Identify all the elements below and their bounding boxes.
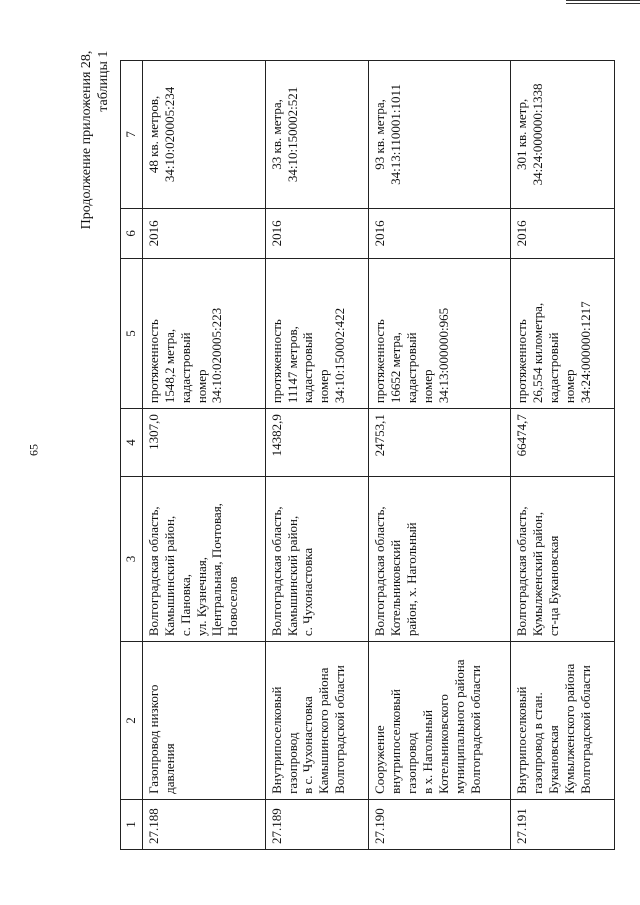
object-name-cell [369, 642, 511, 800]
object-name-line: газопровод [284, 732, 300, 794]
object-name-line: Букановская [545, 725, 561, 794]
amount-cell: 24753,1 [369, 409, 511, 477]
land-plot-line: 301 кв. метр, [514, 98, 530, 171]
column-header: 2 [121, 642, 143, 800]
year-cell: 2016 [369, 208, 511, 258]
column-header: 5 [121, 258, 143, 408]
object-name-line: давления [161, 743, 177, 794]
land-plot-line: 34:10:020005:234 [161, 86, 177, 183]
land-plot-line: 93 кв. метра, [372, 99, 388, 170]
row-number: 27.190 [369, 799, 511, 849]
object-name-line: в х. Нагольный [420, 709, 436, 794]
object-name-line: в с. Чухонастовка [300, 696, 316, 794]
characteristics-line: 34:13:000000:965 [435, 307, 451, 404]
address-line: Волгоградская область, [268, 506, 284, 637]
characteristics-cell [143, 258, 266, 408]
land-plot-line: 48 кв. метров, [146, 95, 161, 174]
land-plot-cell [143, 61, 266, 209]
object-name-line: Кумылженского района [561, 663, 577, 794]
characteristics-line: номер [561, 369, 577, 404]
row-number: 27.191 [511, 799, 615, 849]
address-line: ул. Кузнечная, [193, 556, 209, 637]
caption-line-1: Продолжение приложения 28, [79, 50, 95, 230]
characteristics-line: номер [316, 369, 332, 404]
land-plot-line: 34:10:150002:521 [284, 86, 300, 183]
address-line: с. Пановка, [177, 573, 193, 637]
characteristics-line: 34:10:150002:422 [332, 307, 348, 404]
land-plot-cell [265, 61, 369, 209]
table-row [143, 61, 266, 850]
address-line: Камышинский район, [284, 515, 300, 637]
row-number: 27.189 [265, 799, 369, 849]
address-line: Новоселов [225, 576, 241, 637]
characteristics-line: 34:24:000000:1217 [577, 301, 593, 404]
address-line: Кумылженский район, [530, 511, 546, 637]
address-line: район, х. Нагольный [404, 522, 420, 637]
characteristics-line: номер [420, 369, 436, 404]
characteristics-line: протяженность [514, 319, 530, 404]
table-row [511, 61, 615, 850]
land-plot-cell [369, 61, 511, 209]
column-header: 3 [121, 476, 143, 641]
characteristics-line: протяженность [146, 319, 161, 404]
header-row [121, 61, 143, 850]
object-name-line: Волгоградской области [332, 665, 348, 794]
characteristics-line: 1548,2 метра, [161, 328, 177, 404]
characteristics-line: 26,554 километра, [530, 302, 546, 404]
characteristics-line: номер [193, 369, 209, 404]
characteristics-line: протяженность [268, 319, 284, 404]
property-table [120, 60, 615, 850]
table-caption [79, 51, 113, 230]
address-line: Волгоградская область, [146, 506, 161, 637]
object-name-line: газопровод в стан. [530, 692, 546, 794]
object-name-line: Сооружение [372, 725, 388, 794]
object-name-cell [143, 642, 266, 800]
characteristics-cell [511, 258, 615, 408]
table-row [369, 61, 511, 850]
land-plot-cell [511, 61, 615, 209]
characteristics-cell [265, 258, 369, 408]
row-number: 27.188 [143, 799, 266, 849]
caption-line-2: таблицы 1 [96, 50, 111, 112]
object-name-line: муниципального района [451, 659, 467, 794]
land-plot-line: 34:24:000000:1338 [530, 83, 546, 186]
characteristics-line: кадастровый [300, 332, 316, 404]
column-header: 7 [121, 61, 143, 209]
amount-cell: 1307,0 [143, 409, 266, 477]
characteristics-cell [369, 258, 511, 408]
object-name-line: Внутрипоселковый [268, 686, 284, 794]
address-line: Волгоградская область, [372, 506, 388, 637]
address-cell [369, 476, 511, 641]
address-line: с. Чухонастовка [300, 547, 316, 637]
year-cell: 2016 [265, 208, 369, 258]
top-edge-marks [566, 0, 640, 4]
year-cell: 2016 [511, 208, 615, 258]
address-line: Камышинский район, [161, 515, 177, 637]
rotated-table-container [120, 60, 615, 850]
object-name-line: Газопровод низкого [146, 684, 161, 794]
address-cell [143, 476, 266, 641]
year-cell: 2016 [143, 208, 266, 258]
characteristics-line: 16652 метра, [388, 332, 404, 404]
land-plot-line: 34:13:110001:1011 [388, 83, 404, 185]
amount-cell: 66474,7 [511, 409, 615, 477]
object-name-line: Котельниковского [435, 694, 451, 794]
address-line: Волгоградская область, [514, 506, 530, 637]
characteristics-line: кадастровый [177, 332, 193, 404]
object-name-line: Волгоградской области [577, 665, 593, 794]
characteristics-line: протяженность [372, 319, 388, 404]
page-number: 65 [26, 444, 41, 456]
column-header: 6 [121, 208, 143, 258]
column-header: 1 [121, 799, 143, 849]
address-line: Котельниковский [388, 539, 404, 637]
address-cell [511, 476, 615, 641]
object-name-line: газопровод [404, 732, 420, 794]
land-plot-line: 33 кв. метра, [268, 99, 284, 170]
characteristics-line: кадастровый [404, 332, 420, 404]
object-name-line: Внутрипоселковый [514, 686, 530, 794]
amount-cell: 14382,9 [265, 409, 369, 477]
address-line: Центральная, Почтовая, [209, 503, 225, 637]
address-cell [265, 476, 369, 641]
column-header: 4 [121, 409, 143, 477]
object-name-cell [265, 642, 369, 800]
object-name-line: Волгоградской области [467, 665, 483, 794]
characteristics-line: 11147 метров, [284, 326, 300, 404]
object-name-cell [511, 642, 615, 800]
object-name-line: внутрипоселковый [388, 689, 404, 794]
characteristics-line: 34:10:020005:223 [209, 307, 225, 404]
characteristics-line: кадастровый [545, 332, 561, 404]
address-line: ст-ца Букановская [545, 535, 561, 637]
table-row [265, 61, 369, 850]
object-name-line: Камышинского района [316, 667, 332, 794]
